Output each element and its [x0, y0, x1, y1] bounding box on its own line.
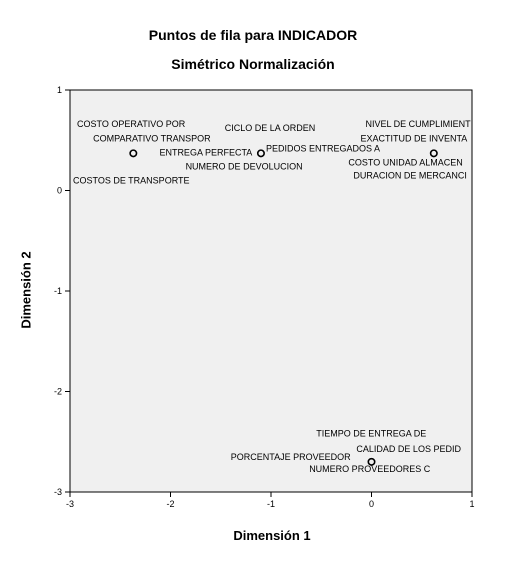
point-label: ENTREGA PERFECTA	[159, 147, 253, 158]
point-label: CALIDAD DE LOS PEDID	[356, 443, 461, 454]
point-label: COSTO UNIDAD ALMACEN	[348, 157, 463, 168]
point-label: CICLO DE LA ORDEN	[224, 123, 316, 134]
y-tick-label: 1	[56, 85, 62, 95]
x-tick-label: 0	[368, 499, 375, 509]
point-label: COMPARATIVO TRANSPOR	[93, 133, 211, 144]
point-label: EXACTITUD DE INVENTA	[360, 133, 468, 144]
y-tick-label: 0	[56, 185, 62, 196]
x-tick-label: 1	[469, 499, 475, 509]
point-label: PORCENTAJE PROVEEDOR	[230, 451, 351, 462]
y-tick-label: -1	[53, 286, 62, 296]
point-label: NUMERO PROVEEDORES C	[309, 463, 431, 474]
x-tick-label: -3	[65, 499, 75, 509]
x-tick-label: -1	[266, 499, 276, 509]
point-label: COSTO OPERATIVO POR	[77, 119, 186, 130]
point-label: NIVEL DE CUMPLIMIENT	[365, 119, 471, 130]
x-axis-title: Dimensión 1	[233, 528, 311, 543]
chart-subtitle: Simétrico Normalización	[171, 56, 335, 72]
point-label: COSTOS DE TRANSPORTE	[73, 175, 190, 186]
x-tick-label: -2	[166, 499, 175, 509]
point-label: PEDIDOS ENTREGADOS A	[265, 143, 381, 154]
point-label: NUMERO DE DEVOLUCION	[185, 161, 303, 172]
point-label: DURACION DE MERCANCI	[353, 170, 467, 181]
chart-title: Puntos de fila para INDICADOR	[148, 27, 358, 43]
y-axis-title: Dimensión 2	[18, 251, 34, 329]
point-label: TIEMPO DE ENTREGA DE	[316, 428, 427, 439]
y-tick-label: -2	[53, 386, 62, 397]
y-tick-label: -3	[53, 487, 62, 497]
